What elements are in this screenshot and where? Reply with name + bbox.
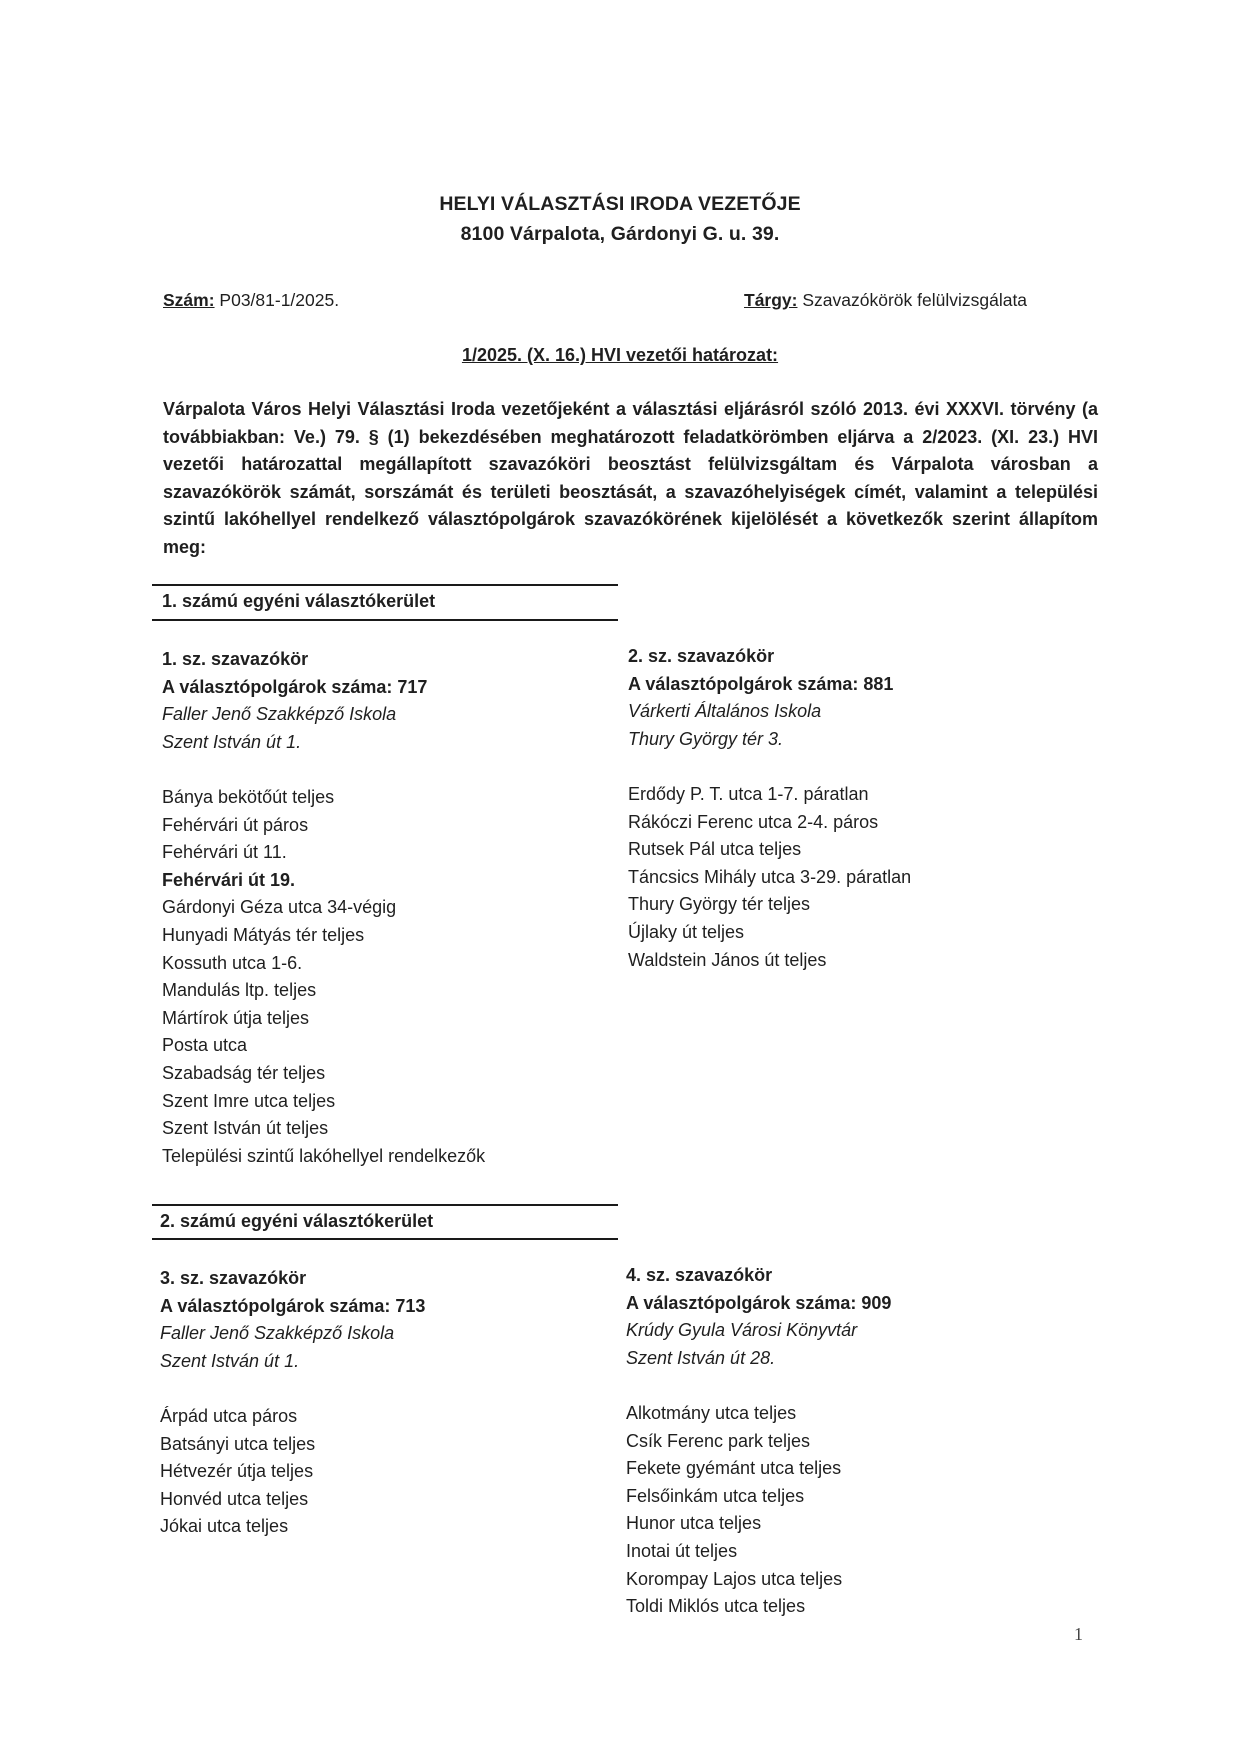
street-item: Csík Ferenc park teljes <box>626 1430 811 1451</box>
district-title: 2. számú egyéni választókerület <box>160 1211 434 1231</box>
precinct-name: 3. sz. szavazókör <box>160 1268 307 1288</box>
district-title: 1. számú egyéni választókerület <box>162 591 436 611</box>
subject <box>744 290 1027 311</box>
street-item: Mandulás ltp. teljes <box>162 980 317 1001</box>
street-item: Rákóczi Ferenc utca 2-4. páros <box>628 811 879 832</box>
street-item: Rutsek Pál utca teljes <box>628 839 802 860</box>
section-rule-bottom <box>152 619 618 621</box>
voter-count: A választópolgárok száma: 881 <box>628 673 894 694</box>
street-list <box>160 1403 580 1541</box>
street-list <box>626 1400 1066 1621</box>
street-item: Hétvezér útja teljes <box>160 1461 314 1482</box>
section-rule-top <box>152 584 618 586</box>
precinct-block <box>160 1265 580 1541</box>
precinct-name: 2. sz. szavazókör <box>628 646 775 666</box>
polling-venue: Várkerti Általános Iskola <box>628 701 822 722</box>
street-item: Szent Imre utca teljes <box>162 1090 336 1111</box>
street-item: Árpád utca páros <box>160 1405 298 1426</box>
polling-address: Szent István út 1. <box>160 1350 300 1371</box>
street-item: Szabadság tér teljes <box>162 1062 326 1083</box>
street-item: Fekete gyémánt utca teljes <box>626 1458 842 1479</box>
street-item: Újlaky út teljes <box>628 921 745 942</box>
subject-value: Szavazókörök felülvizsgálata <box>797 290 1028 310</box>
polling-address: Szent István út 1. <box>162 731 302 752</box>
precinct-name: 4. sz. szavazókör <box>626 1265 773 1285</box>
street-item: Gárdonyi Géza utca 34-végig <box>162 897 397 918</box>
street-item: Toldi Miklós utca teljes <box>626 1596 806 1617</box>
street-item: Táncsics Mihály utca 3-29. páratlan <box>628 866 912 887</box>
street-item: Honvéd utca teljes <box>160 1488 309 1509</box>
street-list <box>628 781 1068 974</box>
street-item: Hunyadi Mátyás tér teljes <box>162 924 365 945</box>
polling-venue: Faller Jenő Szakképző Iskola <box>160 1323 395 1344</box>
polling-address: Thury György tér 3. <box>628 728 784 749</box>
street-item: Települési szintű lakóhellyel rendelkezők <box>162 1145 486 1166</box>
voter-count: A választópolgárok száma: 717 <box>162 676 428 697</box>
reference-number <box>163 290 339 311</box>
voter-count: A választópolgárok száma: 713 <box>160 1295 426 1316</box>
street-item: Kossuth utca 1-6. <box>162 952 303 973</box>
voter-count: A választópolgárok száma: 909 <box>626 1292 892 1313</box>
street-item: Erdődy P. T. utca 1-7. páratlan <box>628 783 869 804</box>
street-list <box>162 784 582 1170</box>
street-item: Thury György tér teljes <box>628 894 811 915</box>
street-item: Batsányi utca teljes <box>160 1433 316 1454</box>
section-rule-top <box>152 1204 618 1206</box>
precinct-block <box>162 646 582 1170</box>
street-item: Fehérvári út páros <box>162 814 309 835</box>
street-item: Fehérvári út 11. <box>162 842 287 863</box>
decree-title: 1/2025. (X. 16.) HVI vezetői határozat: <box>461 345 779 365</box>
street-item: Alkotmány utca teljes <box>626 1402 797 1423</box>
street-item: Szent István út teljes <box>162 1118 329 1139</box>
street-item: Jókai utca teljes <box>160 1516 289 1537</box>
section-rule-bottom <box>152 1238 618 1240</box>
subject-label: Tárgy: <box>744 290 798 310</box>
page-number: 1 <box>1074 1624 1083 1644</box>
polling-venue: Faller Jenő Szakképző Iskola <box>162 704 397 725</box>
reference-number-label: Szám: <box>163 290 215 310</box>
street-item: Inotai út teljes <box>626 1540 738 1561</box>
precinct-name: 1. sz. szavazókör <box>162 649 309 669</box>
street-item: Hunor utca teljes <box>626 1513 762 1534</box>
polling-venue: Krúdy Gyula Városi Könyvtár <box>626 1320 858 1341</box>
polling-address: Szent István út 28. <box>626 1347 776 1368</box>
street-item: Felsőinkám utca teljes <box>626 1485 805 1506</box>
street-item: Fehérvári út 19. <box>162 869 296 890</box>
street-item: Korompay Lajos utca teljes <box>626 1568 843 1589</box>
intro-paragraph: Várpalota Város Helyi Választási Iroda vezetőjeként a választási eljárásról szóló 2013. évi XXXVI. törvény (a továbbiakban: Ve.) 79. § (1) bekezdésében meghatározott feladatkörömben eljárva a 2/2023. (XI. 23.) HVI vezetői határozattal megállapított szavazóköri beosztást felülvizsgáltam és Várpalota városban a szavazókörök számát, sorszámát és területi beosztását, a szavazóhelyiségek címét, valamint a települési szintű lakóhellyel rendelkező választópolgárok szavazókörének kijelölését a következők szerint állapítom meg: <box>163 399 1098 557</box>
precinct-block <box>628 643 1068 974</box>
street-item: Posta utca <box>162 1035 248 1056</box>
street-item: Bánya bekötőút teljes <box>162 786 335 807</box>
street-item: Mártírok útja teljes <box>162 1007 310 1028</box>
reference-number-value: P03/81-1/2025. <box>214 290 340 310</box>
office-address: 8100 Várpalota, Gárdonyi G. u. 39. <box>460 223 780 245</box>
office-title: HELYI VÁLASZTÁSI IRODA VEZETŐJE <box>439 193 801 215</box>
precinct-block <box>626 1262 1066 1621</box>
street-item: Waldstein János út teljes <box>628 949 827 970</box>
